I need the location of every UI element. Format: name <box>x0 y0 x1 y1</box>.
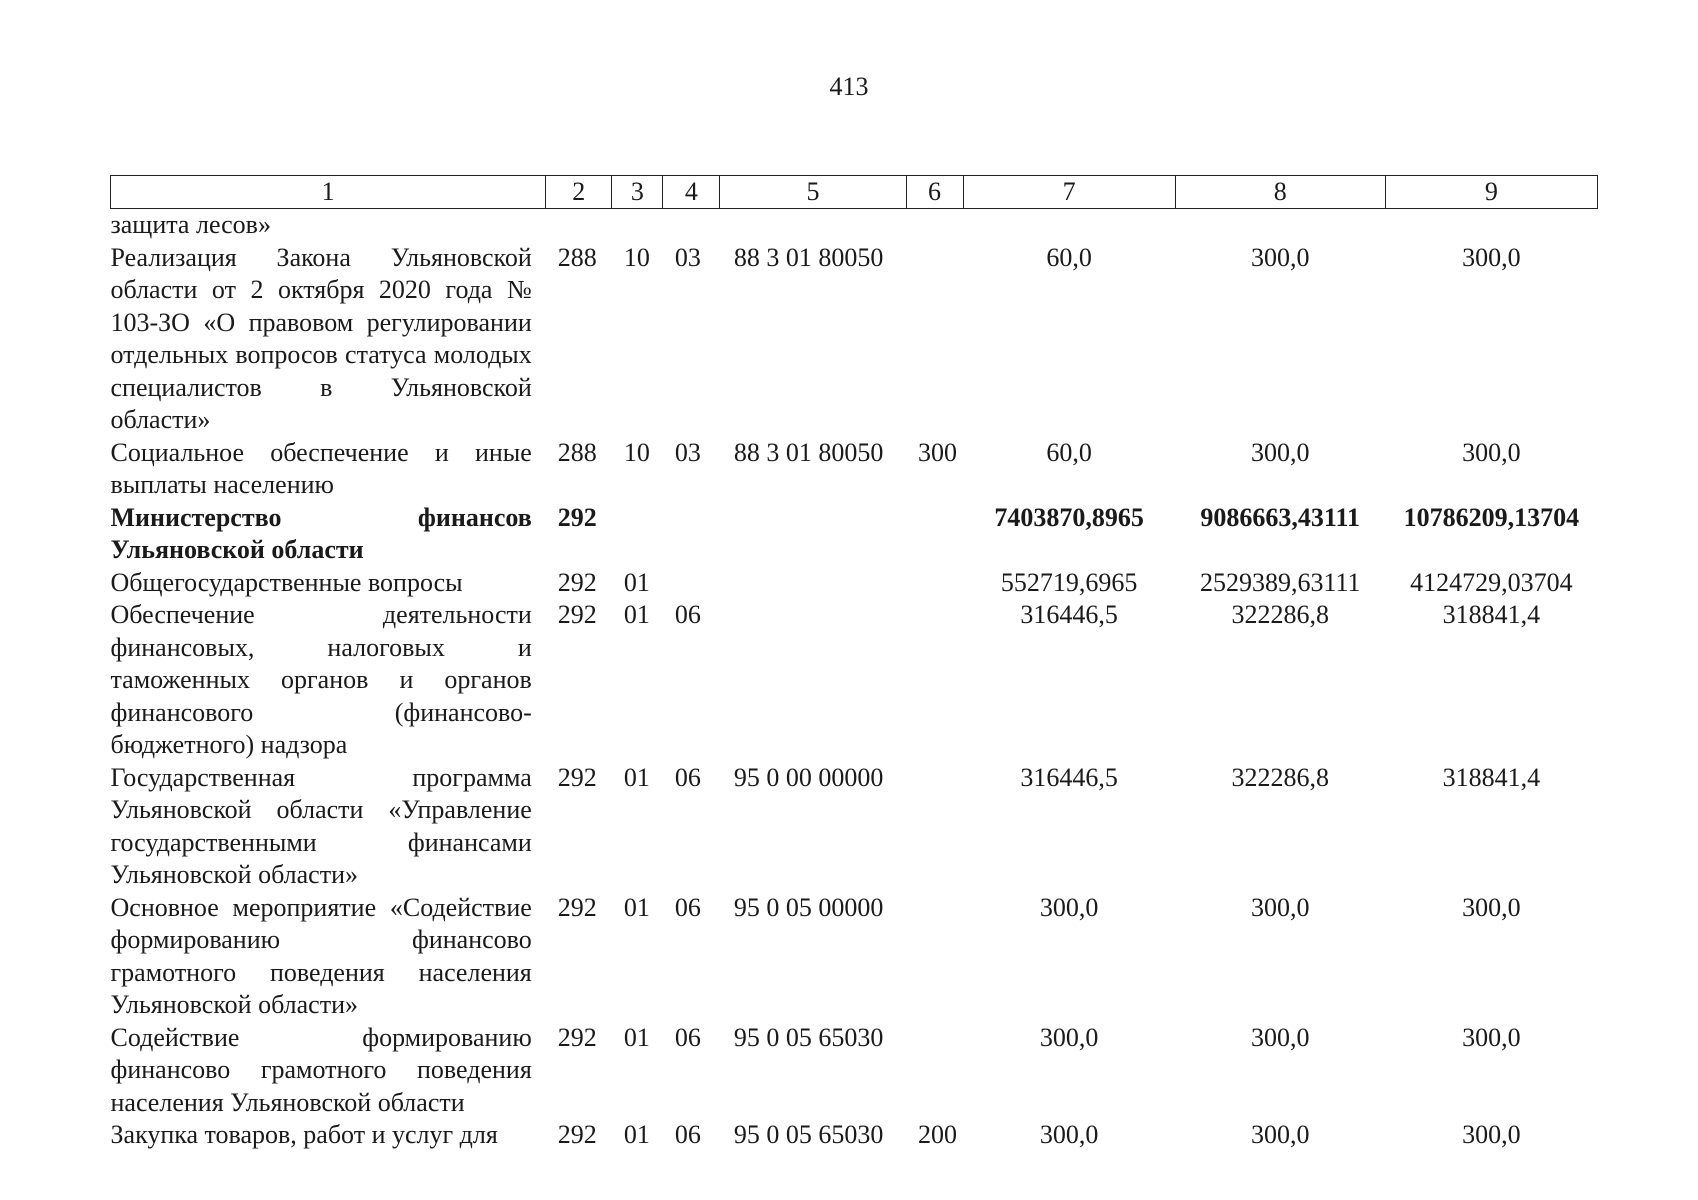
expense-type-cell <box>906 762 963 892</box>
grbs-code-cell <box>546 209 612 242</box>
target-article-cell <box>720 502 906 567</box>
item-name-cell: защита лесов» <box>110 210 271 239</box>
amount-col8-cell: 300,0 <box>1250 892 1310 922</box>
target-article-cell <box>720 567 906 600</box>
target-article-cell <box>720 209 906 242</box>
subsection-code-cell <box>663 502 720 567</box>
subsection-code-cell: 06 <box>674 762 701 792</box>
amount-col7-cell: 316446,5 <box>1020 762 1118 792</box>
subsection-code-cell: 06 <box>674 1022 701 1052</box>
expense-type-cell: 300 <box>918 437 957 467</box>
target-article-cell <box>720 599 906 762</box>
grbs-code-cell: 292 <box>557 1120 597 1149</box>
amount-col8-cell: 2529389,63111 <box>1199 567 1361 597</box>
header-cell-6: 6 <box>906 176 963 209</box>
amount-col8-cell: 322286,8 <box>1231 600 1329 629</box>
subsection-code-cell: 03 <box>674 242 701 272</box>
grbs-code-cell: 292 <box>557 762 597 792</box>
section-code-cell: 01 <box>623 1120 650 1149</box>
amount-col8-cell: 300,0 <box>1250 242 1310 272</box>
subsection-code-cell: 03 <box>674 437 701 467</box>
amount-col9-cell: 300,0 <box>1462 437 1521 467</box>
table-body <box>111 209 1598 1152</box>
section-code-cell: 01 <box>623 762 650 792</box>
section-code-cell: 10 <box>623 437 650 467</box>
table-row <box>111 242 1598 437</box>
header-cell-3: 3 <box>612 176 663 209</box>
amount-col8-cell: 300,0 <box>1250 1022 1310 1052</box>
grbs-code-cell: 292 <box>557 1022 597 1052</box>
amount-col7-cell: 60,0 <box>1046 242 1092 272</box>
section-code-cell: 01 <box>623 600 650 629</box>
section-code-cell <box>612 209 663 242</box>
table-row <box>111 209 1598 242</box>
item-name-cell: Реализация Закона Ульяновской области от 2 октября 2020 года № 103-ЗО «О правовом регулировании отдельных вопросов статуса молодых специалистов в Ульяновской области» <box>110 242 532 434</box>
header-row <box>111 176 1598 209</box>
amount-col7-cell: 316446,5 <box>1020 600 1118 629</box>
table-row <box>111 1119 1598 1152</box>
target-article-cell: 95 0 00 00000 <box>733 762 884 792</box>
amount-col7-cell: 300,0 <box>1039 1022 1099 1052</box>
target-article-cell: 88 3 01 80050 <box>733 437 884 467</box>
header-cell-2: 2 <box>546 176 612 209</box>
target-article-cell: 95 0 05 00000 <box>733 892 884 922</box>
header-cell-8: 8 <box>1175 176 1385 209</box>
section-code-cell: 01 <box>623 567 650 597</box>
amount-col9-cell: 4124729,03704 <box>1410 567 1573 597</box>
table-header <box>111 176 1598 209</box>
table-row <box>111 437 1598 502</box>
table-row <box>111 567 1598 600</box>
item-name-cell: Закупка товаров, работ и услуг для <box>110 1120 498 1149</box>
grbs-code-cell: 288 <box>557 437 597 467</box>
subsection-code-cell: 06 <box>674 892 701 922</box>
item-name-cell: Основное мероприятие «Содействие формированию финансово грамотного поведения населения Ульяновской области» <box>110 892 532 1019</box>
item-name-cell: Социальное обеспечение и иные выплаты населению <box>110 437 532 499</box>
item-name-cell: Общегосударственные вопросы <box>110 567 463 597</box>
grbs-code-cell: 292 <box>557 567 597 597</box>
expense-type-cell: 200 <box>918 1120 957 1149</box>
amount-col7-cell: 7403870,8965 <box>994 502 1144 532</box>
subsection-code-cell <box>663 209 720 242</box>
subsection-code-cell <box>663 567 720 600</box>
target-article-cell: 88 3 01 80050 <box>733 242 884 272</box>
item-name-cell: Государственная программа Ульяновской области «Управление государственными финансами Ульяновской области» <box>110 762 532 889</box>
expense-type-cell <box>906 242 963 437</box>
expense-type-cell <box>906 599 963 762</box>
amount-col8-cell: 9086663,43111 <box>1200 502 1361 532</box>
header-cell-1: 1 <box>111 176 546 209</box>
expense-type-cell <box>906 502 963 567</box>
budget-table <box>110 175 1598 1152</box>
table-row <box>111 762 1598 892</box>
amount-col9-cell: 300,0 <box>1462 1022 1521 1052</box>
amount-col9-cell: 318841,4 <box>1442 762 1541 792</box>
amount-col9-cell: 318841,4 <box>1442 600 1541 629</box>
amount-col7-cell: 60,0 <box>1046 437 1092 467</box>
amount-col7-cell <box>963 209 1175 242</box>
grbs-code-cell: 292 <box>557 600 597 629</box>
subsection-code-cell: 06 <box>674 1120 701 1149</box>
table-row <box>111 502 1598 567</box>
section-code-cell <box>612 502 663 567</box>
item-name-cell: Министерство финансов Ульяновской области <box>110 502 532 564</box>
header-cell-4: 4 <box>663 176 720 209</box>
amount-col9-cell <box>1385 209 1597 242</box>
expense-type-cell <box>906 1022 963 1120</box>
subsection-code-cell: 06 <box>674 600 701 629</box>
grbs-code-cell: 292 <box>557 892 597 922</box>
item-name-cell: Обеспечение деятельности финансовых, налоговых и таможенных органов и органов финансового (финансово-бюджетного) надзора <box>110 600 532 759</box>
grbs-code-cell: 292 <box>557 502 597 532</box>
target-article-cell: 95 0 05 65030 <box>733 1022 884 1052</box>
amount-col9-cell: 300,0 <box>1462 892 1521 922</box>
amount-col7-cell: 300,0 <box>1039 1120 1099 1149</box>
section-code-cell: 10 <box>623 242 650 272</box>
amount-col8-cell: 300,0 <box>1250 437 1310 467</box>
header-cell-5: 5 <box>720 176 906 209</box>
amount-col8-cell: 322286,8 <box>1231 762 1329 792</box>
header-cell-9: 9 <box>1385 176 1597 209</box>
table-row <box>111 1022 1598 1120</box>
table-row <box>111 599 1598 762</box>
expense-type-cell <box>906 209 963 242</box>
grbs-code-cell: 288 <box>557 242 597 272</box>
amount-col7-cell: 552719,6965 <box>1000 567 1138 597</box>
section-code-cell: 01 <box>623 1022 650 1052</box>
amount-col9-cell: 10786209,13704 <box>1403 502 1580 532</box>
amount-col7-cell: 300,0 <box>1039 892 1099 922</box>
amount-col8-cell <box>1175 209 1385 242</box>
target-article-cell: 95 0 05 65030 <box>733 1120 884 1149</box>
item-name-cell: Содействие формированию финансово грамотного поведения населения Ульяновской области <box>110 1022 532 1117</box>
table-row <box>111 892 1598 1022</box>
amount-col8-cell: 300,0 <box>1250 1120 1310 1149</box>
amount-col9-cell: 300,0 <box>1462 1120 1521 1149</box>
expense-type-cell <box>906 567 963 600</box>
page-number: 413 <box>829 72 869 101</box>
section-code-cell: 01 <box>623 892 650 922</box>
header-cell-7: 7 <box>963 176 1175 209</box>
expense-type-cell <box>906 892 963 1022</box>
amount-col9-cell: 300,0 <box>1462 242 1521 272</box>
